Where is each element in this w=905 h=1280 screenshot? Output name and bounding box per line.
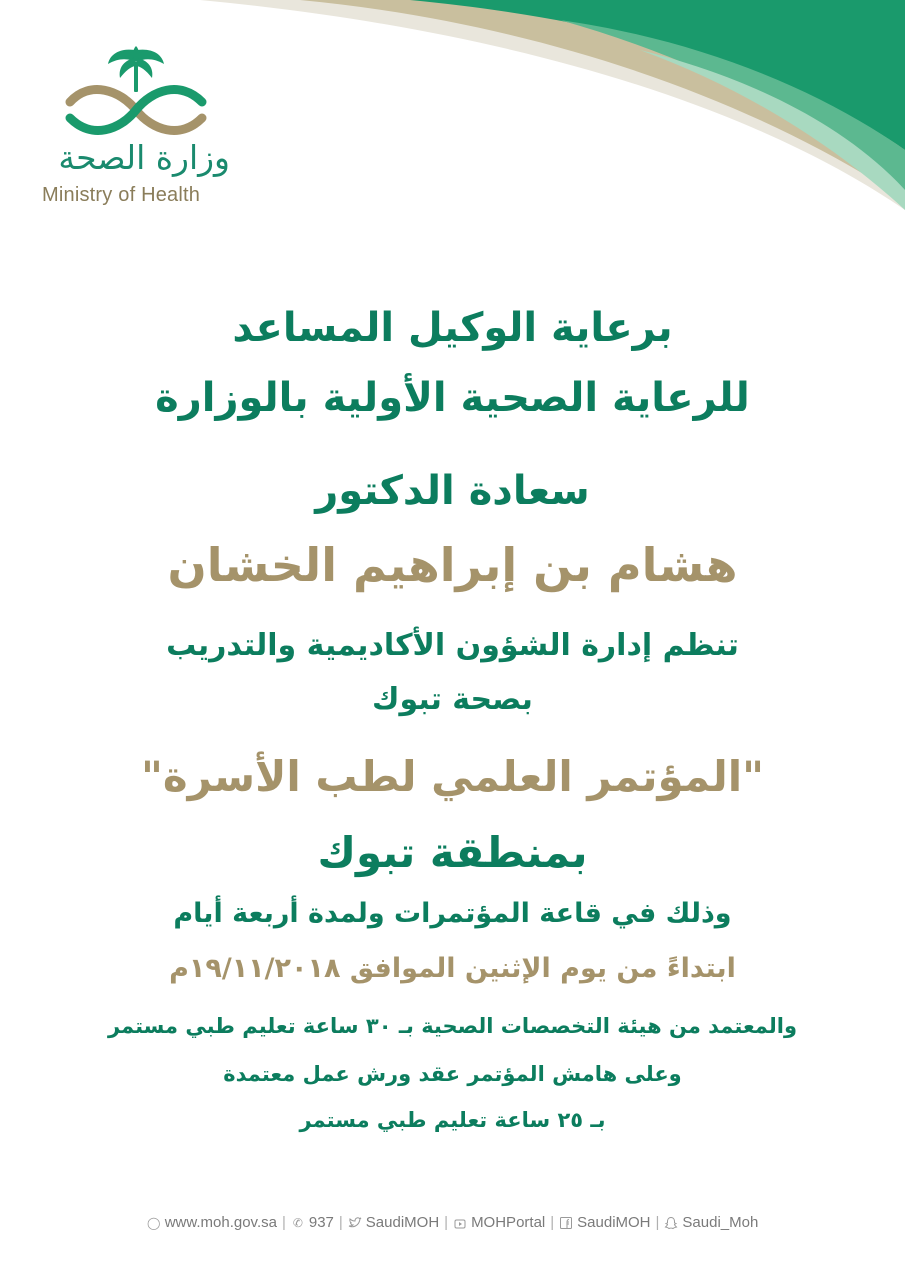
sponsor-line-2: للرعاية الصحية الأولية بالوزارة [155,375,750,421]
footer-separator: | [444,1214,449,1231]
footer-twitter[interactable]: SaudiMOH [345,1214,442,1231]
footer-separator: | [655,1214,660,1231]
footer-facebook[interactable]: SaudiMOH [556,1214,653,1231]
footer-separator: | [338,1214,343,1231]
logo-english-name: Ministry of Health [42,184,201,206]
sponsor-name: هشام بن إبراهيم الخشان [167,538,738,592]
start-date: ابتداءً من يوم الإثنين الموافق ١٩/١١/٢٠١٨م [169,953,736,984]
accreditation-line: والمعتمد من هيئة التخصصات الصحية بـ ٣٠ ساعة تعليم طبي مستمر [107,1014,798,1038]
globe-icon: ◯ [146,1215,161,1230]
facebook-icon [559,1216,573,1230]
sponsor-line-1: برعاية الوكيل المساعد [232,305,673,351]
conference-title: "المؤتمر العلمي لطب الأسرة" [140,752,765,801]
phone-icon: ✆ [292,1215,303,1230]
organizer-line-2: بصحة تبوك [372,682,533,717]
sponsor-title: سعادة الدكتور [315,468,590,514]
logo-arabic-name: وزارة الصحة [58,138,230,177]
workshops-hours: بـ ٢٥ ساعة تعليم طبي مستمر [299,1108,606,1132]
venue-duration: وذلك في قاعة المؤتمرات ولمدة أربعة أيام [173,898,732,929]
footer-youtube[interactable]: MOHPortal [450,1214,548,1231]
organizer-line-1: تنظم إدارة الشؤون الأكاديمية والتدريب [166,628,739,663]
footer-separator: | [281,1214,286,1231]
footer-website[interactable]: ◯ www.moh.gov.sa [146,1214,277,1231]
snapchat-icon [664,1216,678,1230]
footer-phone[interactable]: ✆ 937 [292,1214,334,1231]
workshops-line: وعلى هامش المؤتمر عقد ورش عمل معتمدة [223,1062,682,1086]
conference-region: بمنطقة تبوك [317,828,588,877]
footer-snapchat[interactable]: Saudi_Moh [661,1214,761,1231]
footer-separator: | [550,1214,555,1231]
footer-contacts [0,1214,905,1231]
youtube-icon [453,1216,467,1230]
twitter-icon [348,1216,362,1230]
